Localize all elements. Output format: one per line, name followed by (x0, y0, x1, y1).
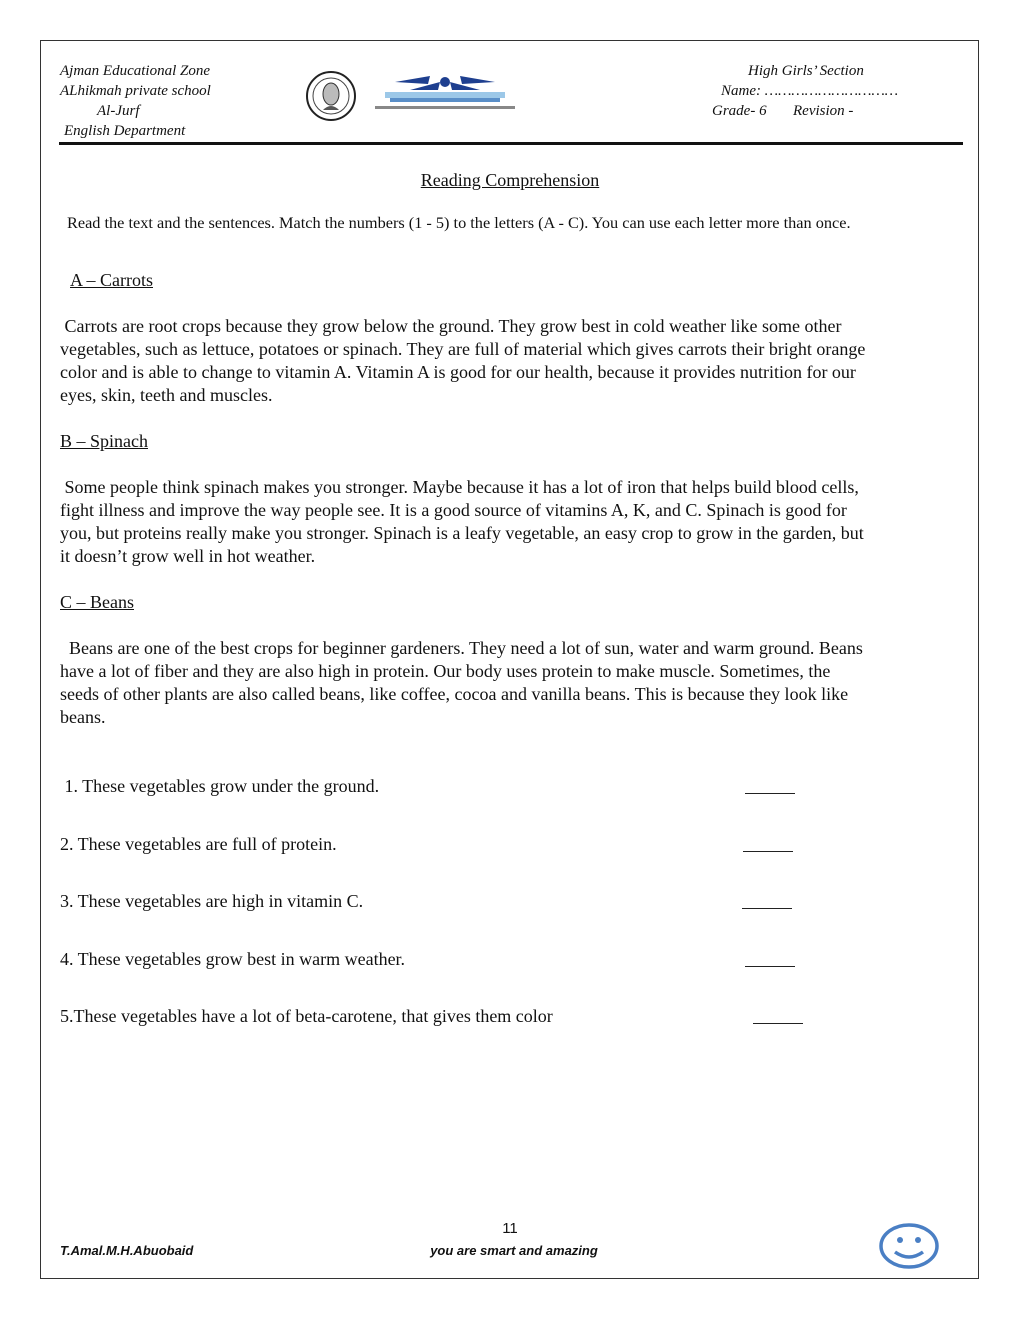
instructions: Read the text and the sentences. Match the numbers (1 - 5) to the letters (A - C). You can use each letter more than once. (67, 213, 851, 232)
question-2: 2. These vegetables are full of protein. (60, 834, 337, 854)
answer-blank-2[interactable] (743, 851, 793, 852)
header-section: High Girls’ Section (748, 63, 864, 79)
answer-blank-4[interactable] (745, 966, 795, 967)
header-school: ALhikmah private school (60, 83, 211, 99)
page-title: Reading Comprehension (420, 170, 600, 190)
header-revision: Revision - (793, 103, 854, 119)
answer-blank-3[interactable] (742, 908, 792, 909)
header-grade: Grade- 6 (712, 103, 767, 119)
section-c-heading: C – Beans (60, 592, 134, 612)
section-a-text: Carrots are root crops because they grow below the ground. They grow best in cold weather like some other vegetables, such as lettuce, potatoes or spinach. They are full of material which gives carrots their bright orange color and is able to change to vitamin A. Vitamin A is good for our health, because it provides nutrition for our eyes, skin, teeth and muscles. (60, 316, 866, 405)
smiley-icon (878, 1222, 940, 1270)
question-3: 3. These vegetables are high in vitamin C. (60, 891, 364, 911)
header-department: English Department (64, 123, 186, 139)
teacher-name: T.Amal.M.H.Abuobaid (60, 1243, 194, 1258)
question-5: 5.These vegetables have a lot of beta-carotene, that gives them color (60, 1006, 553, 1026)
page-number: 11 (502, 1220, 518, 1237)
question-4: 4. These vegetables grow best in warm weather. (60, 949, 406, 969)
section-b-text: Some people think spinach makes you stronger. Maybe because it has a lot of iron that helps build blood cells, fight illness and improve the way people see. It is a good source of vitamins A, K, and C. Spinach is good for you, but proteins really make you stronger. Spinach is a leafy vegetable, an easy crop to grow in the garden, but it doesn’t grow well in hot weather. (60, 477, 864, 566)
emblem-logo (305, 70, 357, 122)
answer-blank-1[interactable] (745, 793, 795, 794)
motto: you are smart and amazing (430, 1243, 598, 1258)
section-c-text: Beans are one of the best crops for beginner gardeners. They need a lot of sun, water and warm ground. Beans have a lot of fiber and they are also high in protein. Our body uses protein to make muscle. Sometimes, the seeds of other plants are also called beans, like coffee, cocoa and vanilla beans. This is because they look like beans. (60, 638, 863, 727)
section-b-heading: B – Spinach (60, 431, 148, 451)
header-divider (59, 142, 963, 145)
question-1: 1. These vegetables grow under the ground. (60, 776, 380, 796)
section-a-heading: A – Carrots (70, 270, 153, 290)
header-location: Al-Jurf (97, 103, 140, 119)
school-logo (370, 72, 520, 114)
answer-blank-5[interactable] (753, 1023, 803, 1024)
header-zone: Ajman Educational Zone (60, 63, 210, 79)
name-field[interactable]: Name: ………………………… (721, 83, 899, 99)
